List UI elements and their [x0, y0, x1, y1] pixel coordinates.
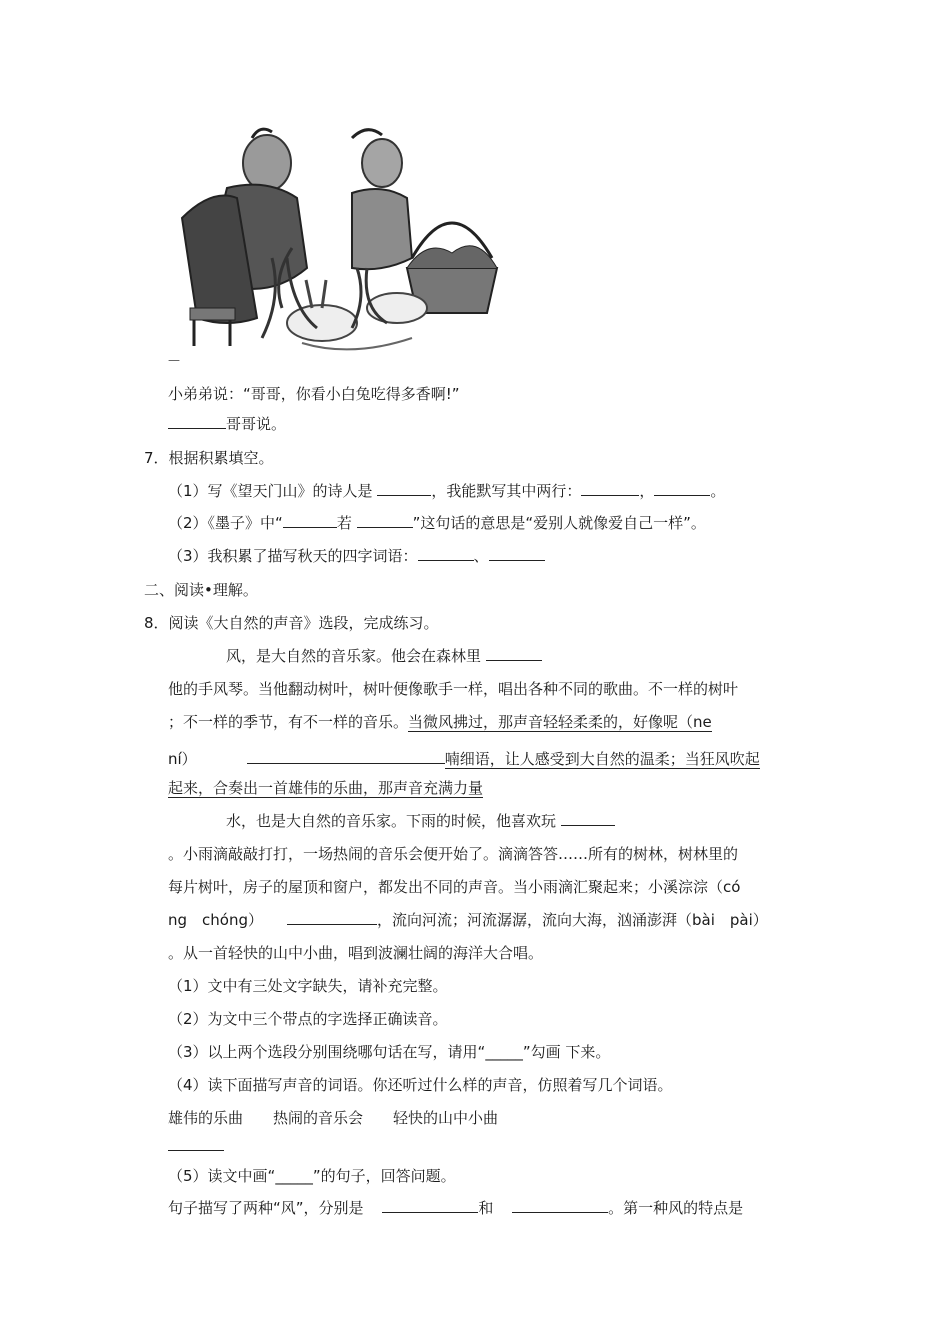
q8-sub5: （5）读文中画“_____”的句子，回答问题。 — [168, 1167, 456, 1185]
passage-p1-line3: ；不一样的季节，有不一样的音乐。当微风拂过，那声音轻轻柔柔的，好像呢（ne — [168, 713, 712, 731]
q7-title: 7．根据积累填空。 — [144, 449, 274, 467]
answer-blank[interactable] — [283, 513, 337, 528]
passage-p2-line4: ng chóng） ，流向河流；河流潺潺，流向大海，汹涌澎湃（bài pài） — [168, 911, 768, 929]
q8-sub3: （3）以上两个选段分别围绕哪句话在写，请用“_____”勾画 下来。 — [168, 1043, 611, 1061]
section-title: 二、阅读•理解。 — [144, 581, 258, 599]
answer-blank[interactable] — [168, 1136, 224, 1151]
answer-blank[interactable] — [357, 513, 413, 528]
sound-word: 热闹的音乐会 — [273, 1109, 364, 1127]
answer-blank[interactable] — [512, 1198, 608, 1213]
q7-item3: （3）我积累了描写秋天的四字词语： 、 — [168, 546, 545, 566]
answer-blank[interactable] — [377, 481, 431, 496]
answer-blank[interactable] — [581, 481, 639, 496]
little-brother-line: 小弟弟说：“哥哥，你看小白兔吃得多香啊!” — [168, 385, 460, 403]
underlined-sentence: 喃细语，让人感受到大自然的温柔；当狂风吹起 — [444, 750, 760, 768]
answer-blank[interactable] — [486, 646, 542, 661]
sound-word: 轻快的山中小曲 — [393, 1109, 499, 1127]
underlined-sentence: 当微风拂过，那声音轻轻柔柔的，好像呢（ne — [408, 713, 712, 731]
older-brother-line: 哥哥说。 — [168, 414, 286, 434]
passage-p1-line5 — [168, 778, 483, 798]
answer-blank[interactable] — [489, 546, 545, 561]
two-boys-feeding-rabbits-illustration — [172, 118, 517, 368]
q7-item2: （2）《墨子》中“ 若 ”这句话的意思是“爱别人就像爱自己一样”。 — [168, 514, 706, 532]
sound-word: 雄伟的乐曲 — [168, 1109, 244, 1127]
passage-p2-line3: 每片树叶，房子的屋顶和窗户，都发出不同的声音。当小雨滴汇聚起来；小溪淙淙（có — [168, 878, 741, 896]
passage-p2-line1: 水，也是大自然的音乐家。下雨的时候，他喜欢玩 — [226, 811, 615, 831]
answer-blank[interactable] — [287, 910, 377, 925]
passage-p1-line1: 风，是大自然的音乐家。他会在森林里 — [226, 646, 542, 666]
sound-words — [168, 1108, 498, 1128]
passage-p2-line5: 。从一首轻快的山中小曲，唱到波澜壮阔的海洋大合唱。 — [168, 944, 544, 962]
q8-last-line: 句子描写了两种“风”，分别是 和 。第一种风的特点是 — [168, 1199, 744, 1217]
answer-blank[interactable] — [382, 1198, 478, 1213]
q7-item1: （1）写《望天门山》的诗人是 ，我能默写其中两行： ， 。 — [168, 482, 726, 500]
q8-sub4: （4）读下面描写声音的词语。你还听过什么样的声音，仿照着写几个词语。 — [168, 1076, 673, 1094]
underlined-sentence: 起来，合奏出一首雄伟的乐曲，那声音充满力量 — [168, 779, 484, 797]
passage-p2-line2: 。小雨滴敲敲打打，一场热闹的音乐会便开始了。滴滴答答……所有的树林，树林里的 — [168, 845, 739, 863]
answer-blank[interactable] — [247, 745, 445, 764]
sound-words-answer — [168, 1136, 224, 1156]
answer-blank[interactable] — [168, 414, 226, 429]
passage-p1-line2: 他的手风琴。当他翻动树叶，树叶便像歌手一样，唱出各种不同的歌曲。不一样的树叶 — [168, 680, 739, 698]
illustration-caption-mark: — — [168, 353, 180, 367]
q8-title: 8．阅读《大自然的声音》选段，完成练习。 — [144, 614, 439, 632]
answer-blank[interactable] — [654, 481, 710, 496]
answer-blank[interactable] — [418, 546, 474, 561]
passage-p1-line4: ní） 喃细语，让人感受到大自然的温柔；当狂风吹起 — [168, 745, 760, 769]
q8-sub2: （2）为文中三个带点的字选择正确读音。 — [168, 1010, 448, 1028]
answer-blank[interactable] — [561, 811, 615, 826]
q8-sub1: （1）文中有三处文字缺失，请补充完整。 — [168, 977, 448, 995]
